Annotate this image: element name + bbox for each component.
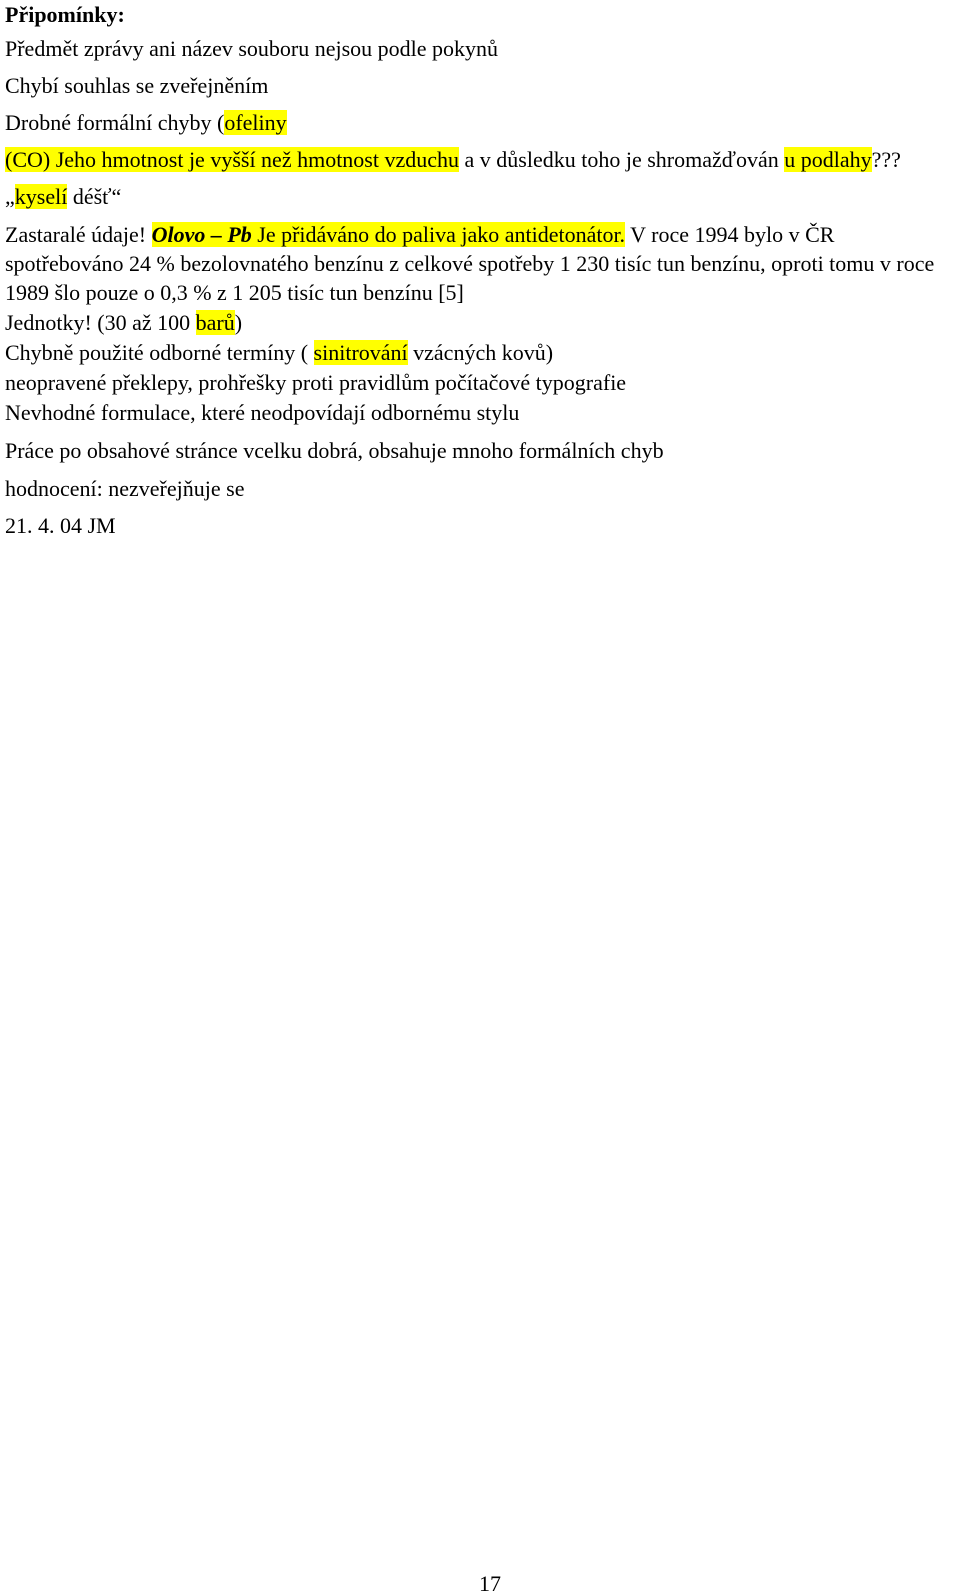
highlighted-text: sinitrování <box>313 340 408 365</box>
comment-units <box>5 308 955 337</box>
comment-outdated-data <box>5 220 955 307</box>
highlighted-text: u podlahy <box>784 147 872 172</box>
text-segment: vzácných kovů) <box>407 340 554 365</box>
comment-missing-consent: Chybí souhlas se zveřejněním <box>5 73 269 98</box>
comment-acid-rain <box>5 182 955 211</box>
comment-co-density <box>5 145 955 174</box>
text-segment: „ <box>5 184 15 209</box>
text-segment: Zastaralé údaje! <box>5 222 152 247</box>
page-title: Připomínky: <box>5 2 125 27</box>
document-page <box>5 0 955 540</box>
comment-style: Nevhodné formulace, které neodpovídají odbornému stylu <box>5 400 520 425</box>
text-segment: a v důsledku toho je shromažďován <box>459 147 785 172</box>
text-segment: Chybně použité odborné termíny ( <box>5 340 314 365</box>
comment-wrong-terms <box>5 338 955 367</box>
text-segment: Drobné formální chyby ( <box>5 110 225 135</box>
date-signature: 21. 4. 04 JM <box>5 513 116 538</box>
evaluation-result: hodnocení: nezveřejňuje se <box>5 476 245 501</box>
highlighted-text: (CO) Jeho hmotnost je vyšší než hmotnost vzduchu <box>5 147 460 172</box>
overall-assessment: Práce po obsahové stránce vcelku dobrá, obsahuje mnoho formálních chyb <box>5 438 664 463</box>
highlighted-text: ofeliny <box>224 110 287 135</box>
text-segment: Jednotky! (30 až 100 <box>5 310 196 335</box>
highlighted-text: barů <box>195 310 235 335</box>
text-segment: déšť“ <box>67 184 122 209</box>
comment-typos: neopravené překlepy, prohřešky proti pravidlům počítačové typografie <box>5 370 627 395</box>
text-segment: ) <box>234 310 243 335</box>
highlighted-text: Olovo – Pb <box>151 222 252 247</box>
text-segment: V roce 1994 bylo v ČR spotřebováno 24 % bezolovnatého benzínu z celkové spotřeby 1 230 tisíc tun benzínu, oproti tomu v roce 1989 šlo pouze o 0,3 % z 1 205 tisíc tun benzínu [5] <box>5 222 935 305</box>
highlighted-text: Je přidáváno do paliva jako antidetonátor. <box>251 222 626 247</box>
page-number: 17 <box>479 1571 501 1596</box>
comment-formal-errors <box>5 108 955 137</box>
comment-subject-filename: Předmět zprávy ani název souboru nejsou podle pokynů <box>5 36 499 61</box>
text-segment: ??? <box>871 147 901 172</box>
highlighted-text: kyselí <box>14 184 68 209</box>
